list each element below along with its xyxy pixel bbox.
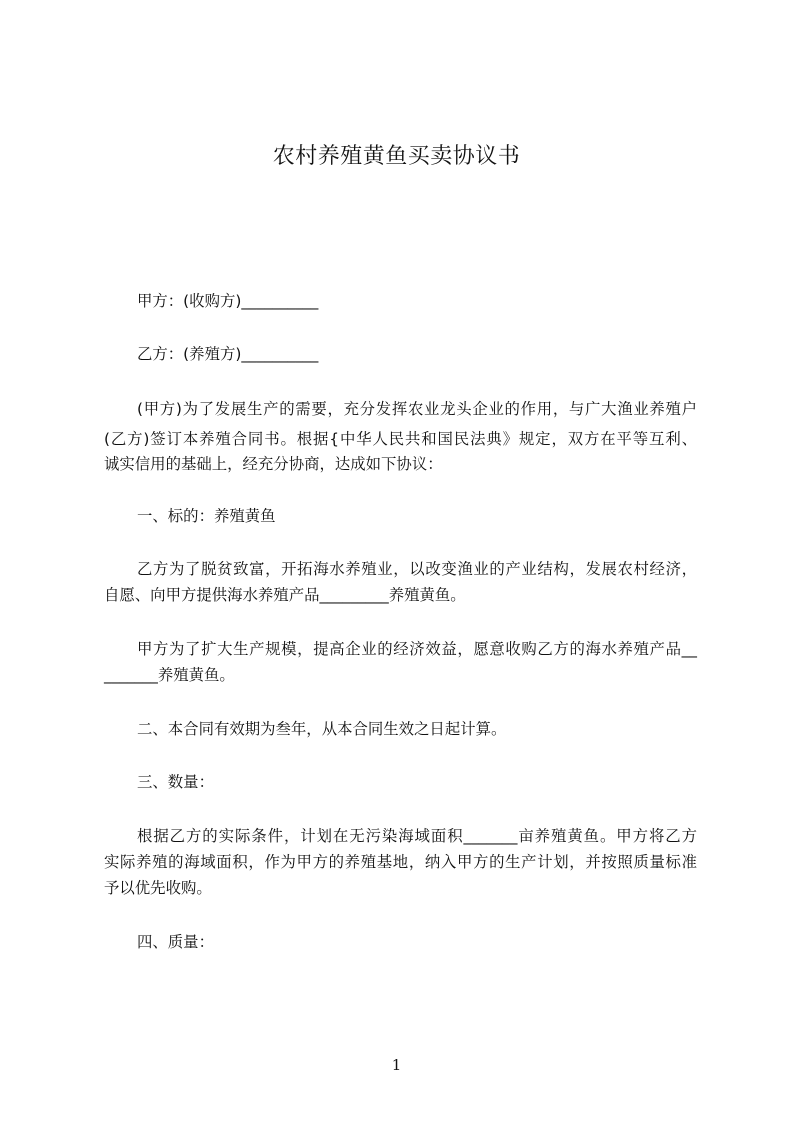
- intro-line-3: 诚实信用的基础上，经充分协商，达成如下协议：: [104, 455, 443, 473]
- section-1-para-1-line-2: 自愿、向甲方提供海水养殖产品_________养殖黄鱼。: [104, 586, 466, 604]
- section-3-heading: 三、数量：: [137, 773, 214, 791]
- page-number: 1: [391, 1056, 402, 1074]
- section-2-heading: 二、本合同有效期为叁年，从本合同生效之日起计算。: [137, 720, 507, 738]
- intro-line-2: (乙方)签订本养殖合同书。根据{中华人民共和国民法典》规定，双方在平等互利、: [104, 430, 697, 448]
- section-3-para-line-2: 实际养殖的海域面积，作为甲方的养殖基地，纳入甲方的生产计划，并按照质量标准: [104, 853, 697, 871]
- intro-line-1: (甲方)为了发展生产的需要，充分发挥农业龙头企业的作用，与广大渔业养殖户: [137, 400, 697, 418]
- section-1-para-2-line-1: 甲方为了扩大生产规模，提高企业的经济效益，愿意收购乙方的海水养殖产品__: [137, 640, 697, 658]
- section-1-para-2-line-2: _______养殖黄鱼。: [104, 666, 235, 684]
- section-4-heading: 四、质量：: [137, 933, 214, 951]
- party-b-line: 乙方：(养殖方)__________: [137, 345, 319, 363]
- section-3-para-line-1: 根据乙方的实际条件，计划在无污染海域面积_______亩养殖黄鱼。甲方将乙方: [137, 827, 697, 845]
- section-1-para-1-line-1: 乙方为了脱贫致富，开拓海水养殖业，以改变渔业的产业结构，发展农村经济，: [137, 560, 697, 578]
- document-title: 农村养殖黄鱼买卖协议书: [272, 144, 521, 169]
- party-a-line: 甲方：(收购方)__________: [137, 292, 319, 310]
- section-3-para-line-3: 予以优先收购。: [104, 879, 212, 897]
- section-1-heading: 一、标的：养殖黄鱼: [137, 507, 276, 525]
